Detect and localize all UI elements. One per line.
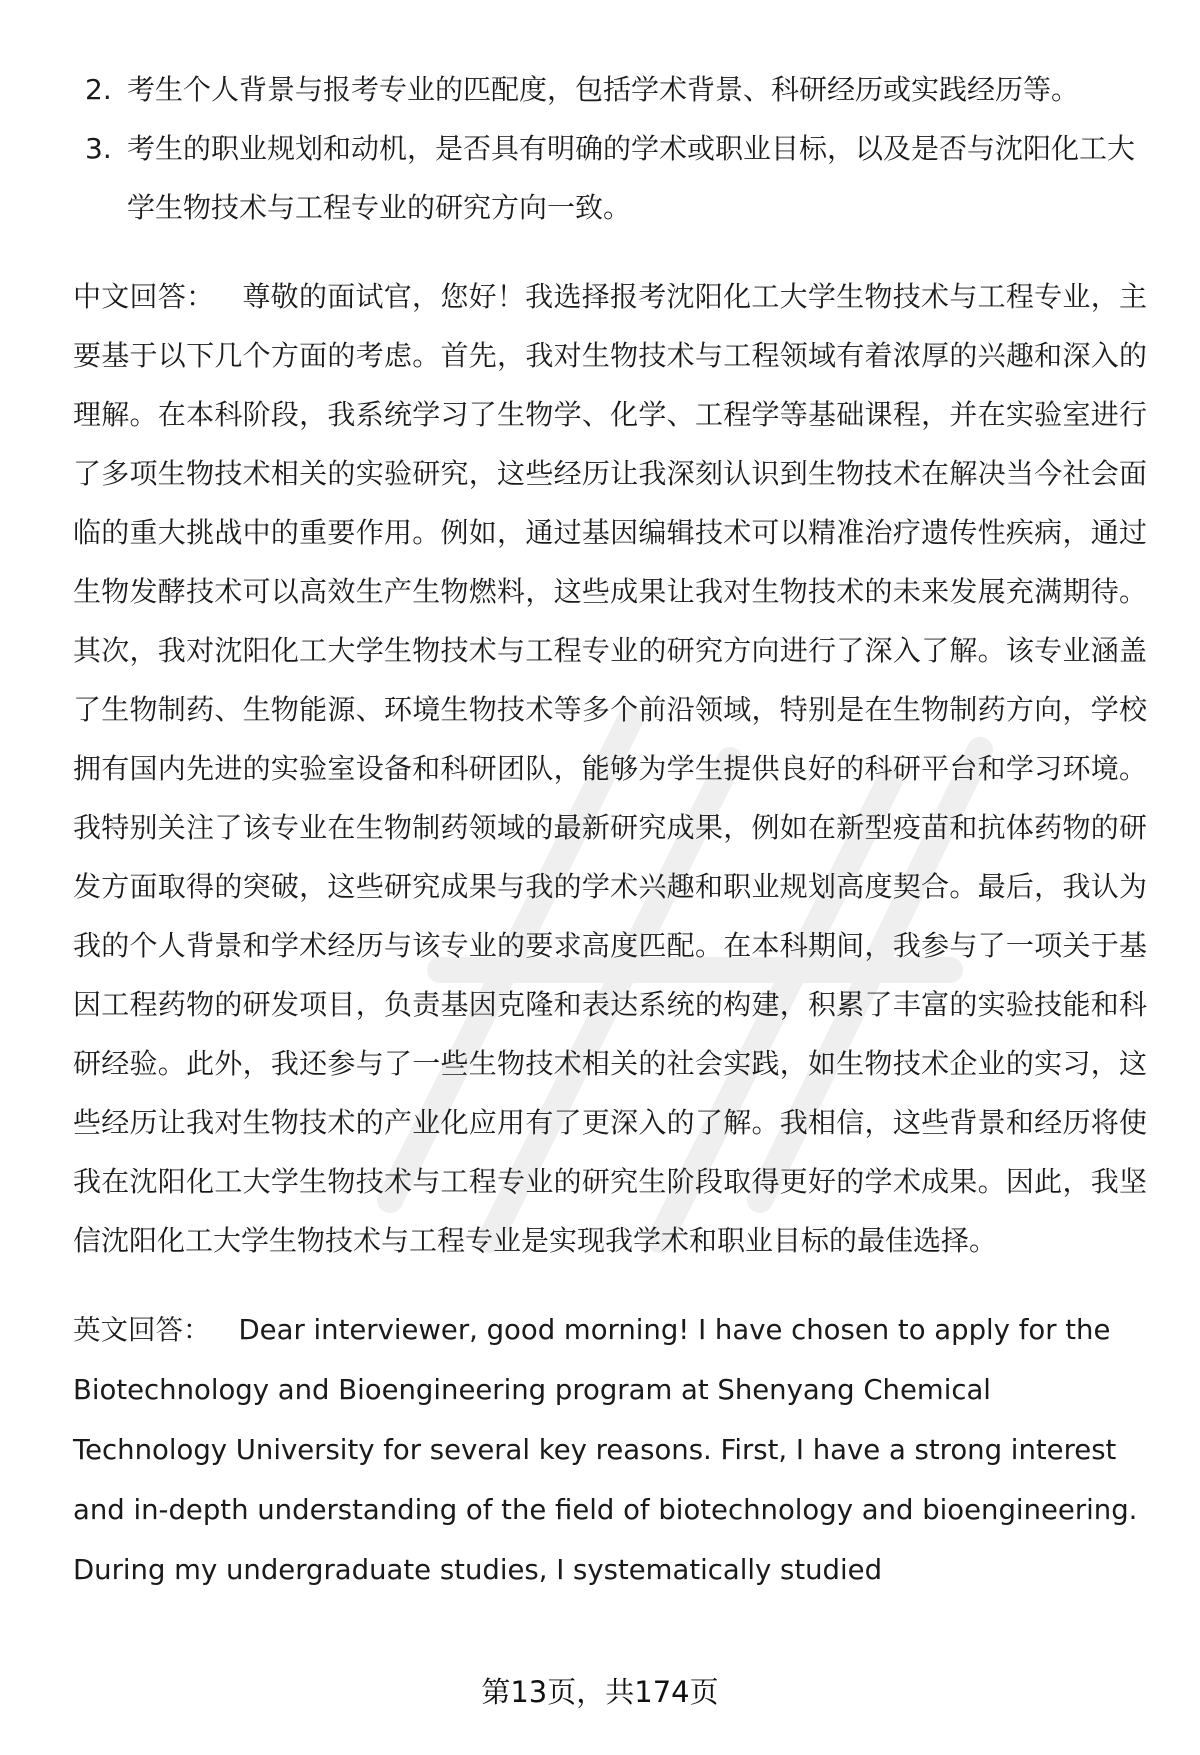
chinese-answer-label: 中文回答： <box>73 280 215 313</box>
criteria-item <box>73 119 1147 237</box>
evaluation-criteria-list <box>73 60 1147 237</box>
criteria-text: 考生个人背景与报考专业的匹配度，包括学术背景、科研经历或实践经历等。 <box>127 73 1080 106</box>
english-answer-label: 英文回答： <box>73 1314 211 1346</box>
english-answer-text: Dear interviewer, good morning! I have chosen to apply for the Biotechnology and Bioengineering program at Shenyang Chemical Technology University for several key reasons. First, I have a strong interest and in-depth understanding of the field of biotechnology and bioengineering. During my undergraduate studies, I systematically studied <box>73 1314 1138 1586</box>
criteria-number: 2. <box>85 73 112 106</box>
criteria-item <box>73 60 1147 119</box>
criteria-number: 3. <box>85 132 112 165</box>
page-number-footer: 第13页，共174页 <box>481 1675 719 1709</box>
page-content <box>73 60 1147 1600</box>
english-answer <box>73 1300 1147 1600</box>
chinese-answer-text: 尊敬的面试官，您好！我选择报考沈阳化工大学生物技术与工程专业，主要基于以下几个方面的考虑。首先，我对生物技术与工程领域有着浓厚的兴趣和深入的理解。在本科阶段，我系统学习了生物学、化学、工程学等基础课程，并在实验室进行了多项生物技术相关的实验研究，这些经历让我深刻认识到生物技术在解决当今社会面临的重大挑战中的重要作用。例如，通过基因编辑技术可以精准治疗遗传性疾病，通过生物发酵技术可以高效生产生物燃料，这些成果让我对生物技术的未来发展充满期待。其次，我对沈阳化工大学生物技术与工程专业的研究方向进行了深入了解。该专业涵盖了生物制药、生物能源、环境生物技术等多个前沿领域，特别是在生物制药方向，学校拥有国内先进的实验室设备和科研团队，能够为学生提供良好的科研平台和学习环境。我特别关注了该专业在生物制药领域的最新研究成果，例如在新型疫苗和抗体药物的研发方面取得的突破，这些研究成果与我的学术兴趣和职业规划高度契合。最后，我认为我的个人背景和学术经历与该专业的要求高度匹配。在本科期间，我参与了一项关于基因工程药物的研发项目，负责基因克隆和表达系统的构建，积累了丰富的实验技能和科研经验。此外，我还参与了一些生物技术相关的社会实践，如生物技术企业的实习，这些经历让我对生物技术的产业化应用有了更深入的了解。我相信，这些背景和经历将使我在沈阳化工大学生物技术与工程专业的研究生阶段取得更好的学术成果。因此，我坚信沈阳化工大学生物技术与工程专业是实现我学术和职业目标的最佳选择。 <box>73 280 1147 1257</box>
chinese-answer <box>73 267 1147 1270</box>
criteria-text: 考生的职业规划和动机，是否具有明确的学术或职业目标，以及是否与沈阳化工大学生物技术与工程专业的研究方向一致。 <box>127 132 1136 224</box>
